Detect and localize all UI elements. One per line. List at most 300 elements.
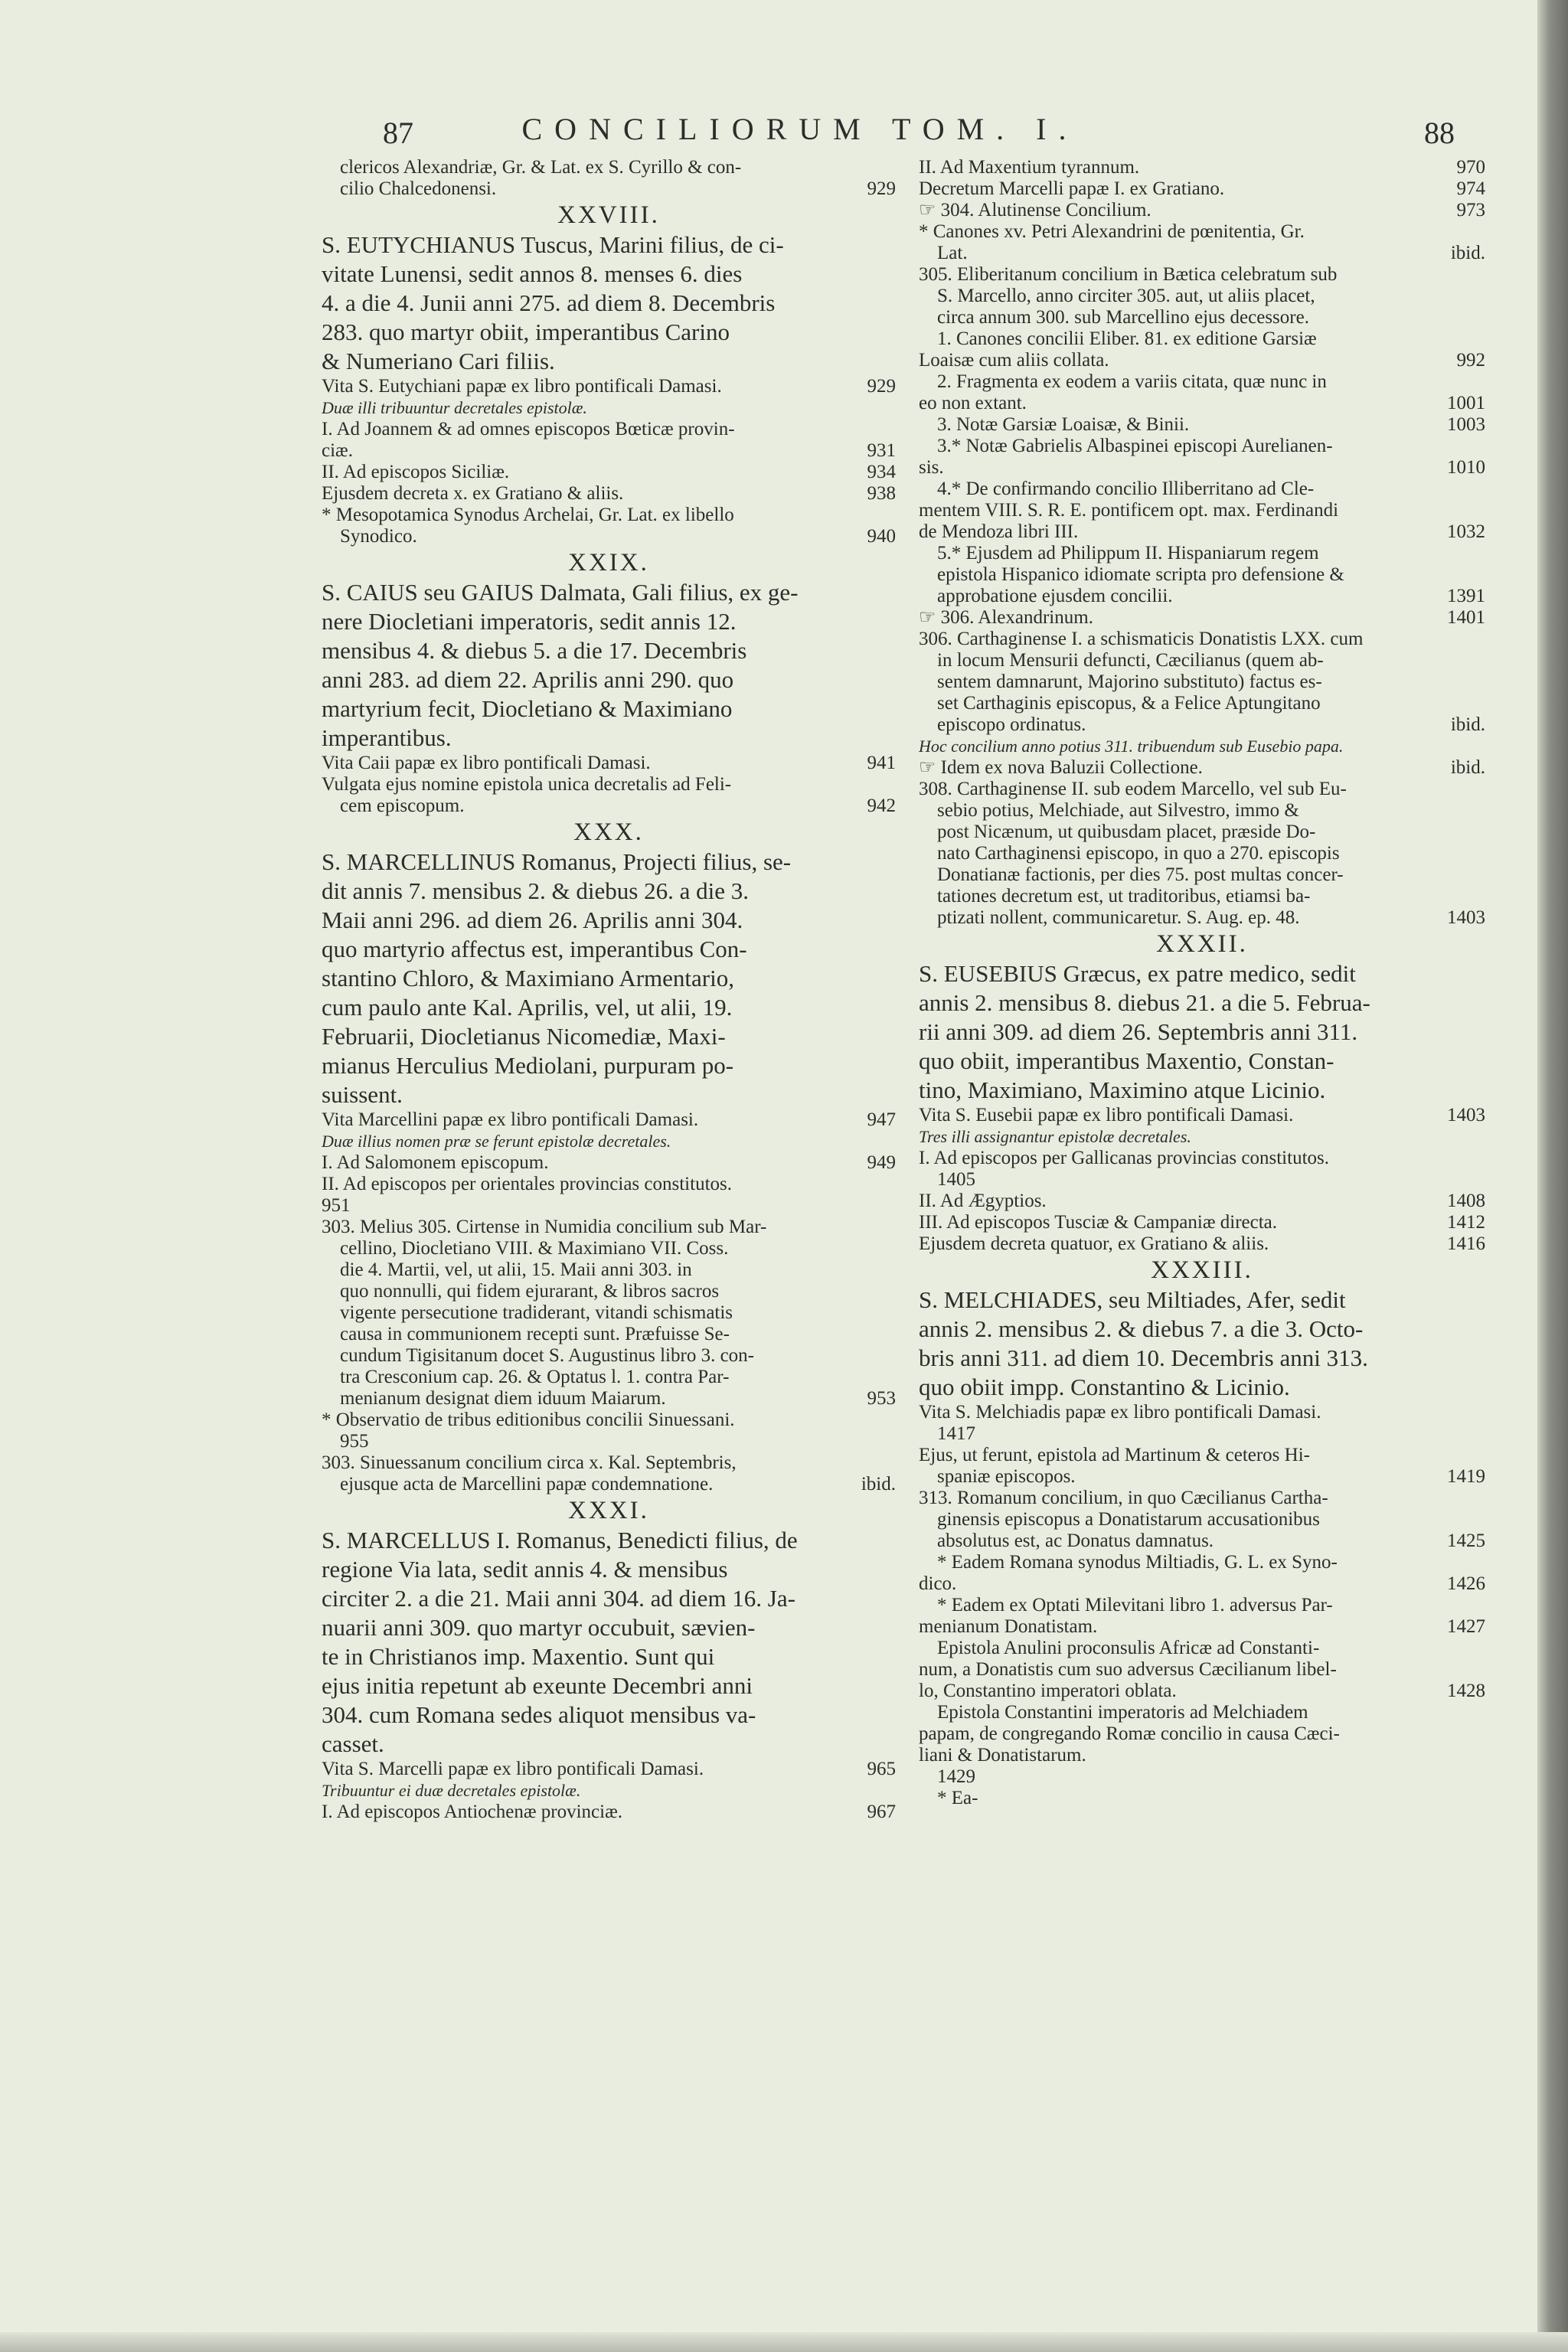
line-text: I. Ad Joannem & ad omnes episcopos Bœticæ provin- [322,419,735,439]
page-reference: ibid. [1450,714,1485,735]
line-text: 303. Melius 305. Cirtense in Numidia concilium sub Mar- [322,1217,767,1237]
section-heading [322,200,896,230]
line-text: circa annum 300. sub Marcellino ejus decessore. [937,307,1309,328]
line-text: 303. Sinuessanum concilium circa x. Kal. Septembris, [322,1452,737,1473]
text-line [322,1324,896,1345]
line-text: Loaisæ cum aliis collata. [919,350,1109,371]
line-text: quo martyrio affectus est, imperantibus Con- [322,936,747,962]
text-line [919,1659,1485,1681]
line-text: de Mendoza libri III. [919,521,1079,542]
page-reference: 973 [1456,200,1485,220]
line-text: XXXII. [1156,930,1248,958]
page-reference: 929 [867,376,896,397]
line-text: menianum designat diem iduum Maiarum. [340,1388,666,1409]
line-text: nato Carthaginensi episcopo, in quo a 270. episcopis [937,843,1340,864]
text-line [322,1388,896,1410]
line-text: in locum Mensurii defuncti, Cæcilianus (quem ab- [937,650,1324,671]
line-text: S. MARCELLUS I. Romanus, Benedicti filius, de [322,1527,798,1553]
line-text: Donatianæ factionis, per dies 75. post multas concer- [937,864,1344,885]
line-text: * Ea- [937,1788,978,1808]
page-reference: ibid. [1450,757,1485,778]
line-text: 1. Canones concilii Eliber. 81. ex editione Garsiæ [937,328,1317,349]
page-reference: 992 [1456,350,1485,371]
text-line [919,221,1485,243]
text-line [919,1723,1485,1745]
line-text: post Nicænum, ut quibusdam placet, præside Do- [937,822,1316,842]
page-reference: 974 [1456,178,1485,199]
text-line [322,1700,896,1730]
text-line [919,607,1485,629]
text-line [919,157,1485,178]
line-text: 1429 [937,1766,975,1787]
line-text: Decretum Marcelli papæ I. ex Gratiano. [919,178,1225,199]
text-line [322,1080,896,1109]
text-line [322,774,896,795]
line-text: Hoc concilium anno potius 311. tribuendum sub Eusebio papa. [919,737,1344,756]
page-reference: 970 [1456,157,1485,178]
text-line [322,1367,896,1388]
line-text: martyrium fecit, Diocletiano & Maximiano [322,695,733,722]
page-reference: 1010 [1447,457,1485,478]
line-text: Vita S. Melchiadis papæ ex libro pontificali Damasi. [919,1402,1321,1423]
line-text: ☞ 306. Alexandrinum. [919,607,1093,628]
line-text: Duæ illius nomen præ se ferunt epistolæ decretales. [322,1132,671,1151]
text-line [322,753,896,774]
text-line [919,521,1485,543]
line-text: Vita Marcellini papæ ex libro pontificali Damasi. [322,1109,699,1130]
page-reference: 1401 [1447,607,1485,628]
text-line [322,1780,896,1802]
text-line [919,1076,1485,1105]
line-text: casset. [322,1730,384,1757]
line-text: stantino Chloro, & Maximiano Armentario, [322,965,734,991]
text-line [919,414,1485,436]
line-text: 3.* Notæ Gabrielis Albaspinei episcopi Aurelianen- [937,436,1333,456]
line-text: II. Ad episcopos Siciliæ. [322,462,510,482]
page-reference: 1425 [1447,1530,1485,1551]
line-text: anni 283. ad diem 22. Aprilis anni 290. quo [322,666,734,693]
line-text: rii anni 309. ad diem 26. Septembris anni 311. [919,1018,1358,1045]
line-text: tationes decretum est, ut traditoribus, etiamsi ba- [937,886,1311,906]
text-line [322,1759,896,1780]
text-line [322,694,896,724]
line-text: Duæ illi tribuuntur decretales epistolæ. [322,398,587,417]
text-line [919,1488,1485,1509]
line-text: ejusque acta de Marcellini papæ condemnatione. [340,1474,714,1494]
line-text: 4. a die 4. Junii anni 275. ad diem 8. Decembris [322,289,776,316]
text-line [919,886,1485,907]
text-line [919,864,1485,886]
line-text: cem episcopum. [340,795,465,816]
text-line [919,393,1485,414]
text-line [322,1131,896,1152]
line-text: clericos Alexandriæ, Gr. & Lat. ex S. Cyrillo & con- [340,157,742,178]
line-text: I. Ad Salomonem episcopum. [322,1152,549,1173]
line-text: imperantibus. [322,724,452,751]
text-line [322,157,896,178]
line-text: 5.* Ejusdem ad Philippum II. Hispaniarum regem [937,543,1319,564]
text-line [322,1195,896,1217]
line-text: 2. Fragmenta ex eodem a variis citata, quæ nunc in [937,371,1327,392]
line-text: ejus initia repetunt ab exeunte Decembri anni [322,1672,753,1699]
text-line [919,1573,1485,1595]
line-text: annis 2. mensibus 2. & diebus 7. a die 3. Octo- [919,1315,1364,1342]
line-text: vigente persecutione tradiderant, vitandi schismatis [340,1302,733,1323]
text-line [919,1638,1485,1659]
text-line [919,1402,1485,1423]
page-title: CONCILIORUM TOM. I. [521,112,1079,146]
text-line [322,526,896,547]
line-text: Ejusdem decreta quatuor, ex Gratiano & aliis. [919,1233,1269,1254]
text-line [919,586,1485,607]
line-text: * Canones xv. Petri Alexandrini de pœnitentia, Gr. [919,221,1305,242]
line-text: Epistola Constantini imperatoris ad Melchiadem [937,1702,1308,1723]
text-line [919,1315,1485,1344]
text-line [322,1474,896,1495]
text-line [919,1233,1485,1255]
line-text: episcopo ordinatus. [937,714,1086,735]
line-text: spaniæ episcopos. [937,1466,1076,1487]
line-text: epistola Hispanico idiomate scripta pro defensione & [937,564,1344,585]
page-reference: 1001 [1447,393,1485,413]
right-column [919,157,1485,1809]
line-text: ginensis episcopus a Donatistarum accusationibus [937,1509,1320,1530]
line-text: Synodico. [340,526,417,547]
text-line [919,564,1485,586]
page-reference: 1412 [1447,1212,1485,1233]
page-reference: 1403 [1447,1105,1485,1125]
text-line [919,714,1485,736]
text-line [919,1445,1485,1466]
line-text: 951 [322,1195,351,1216]
page-reference: 953 [867,1388,896,1409]
line-text: mentem VIII. S. R. E. pontificem opt. max. Ferdinandi [919,500,1339,521]
text-line [919,1105,1485,1126]
text-line [919,1126,1485,1148]
text-line [322,1174,896,1195]
text-line [919,200,1485,221]
line-text: S. MELCHIADES, seu Miltiades, Afer, sedit [919,1286,1346,1313]
page-reference: 941 [867,753,896,773]
line-text: tino, Maximiano, Maximino atque Licinio. [919,1076,1326,1103]
line-text: S. CAIUS seu GAIUS Dalmata, Gali filius, ex ge- [322,579,799,606]
line-text: I. Ad episcopos Antiochenæ provinciæ. [322,1802,623,1822]
text-line [919,629,1485,650]
text-line [919,307,1485,328]
line-text: Lat. [937,243,968,263]
text-line [919,988,1485,1018]
line-text: S. EUTYCHIANUS Tuscus, Marini filius, de ci- [322,231,784,258]
line-text: lo, Constantino imperatori oblata. [919,1681,1177,1701]
text-line [322,993,896,1022]
text-line [919,1212,1485,1233]
text-line [322,483,896,505]
page-bottom-edge [0,2332,1568,2352]
text-line [322,935,896,964]
line-text: II. Ad episcopos per orientales provincias constitutos. [322,1174,732,1194]
line-text: Februarii, Diocletianus Nicomediæ, Maxi- [322,1023,726,1050]
line-text: 313. Romanum concilium, in quo Cæcilianus Cartha- [919,1488,1328,1508]
text-line [322,289,896,318]
text-line [322,1431,896,1452]
line-text: Tribuuntur ei duæ decretales epistolæ. [322,1781,581,1800]
text-line [322,1613,896,1642]
line-text: suissent. [322,1081,403,1108]
section-heading [919,1255,1485,1285]
text-line [919,1285,1485,1315]
line-text: quo nonnulli, qui fidem ejurarant, & libros sacros [340,1281,720,1302]
text-line [919,1466,1485,1488]
line-text: sentem damnarunt, Majorino substituto) factus es- [937,671,1322,692]
page-reference: 1391 [1447,586,1485,606]
line-text: Vulgata ejus nomine epistola unica decretalis ad Feli- [322,774,732,795]
section-heading [919,929,1485,959]
line-text: nuarii anni 309. quo martyr occubuit, sævien- [322,1614,756,1641]
text-line [322,1410,896,1431]
text-line [919,1702,1485,1723]
line-text: * Eadem ex Optati Milevitani libro 1. adversus Par- [937,1595,1333,1615]
text-line [322,848,896,877]
line-text: Tres illi assignantur epistolæ decretales. [919,1127,1191,1146]
line-text: 283. quo martyr obiit, imperantibus Carino [322,318,730,345]
text-line [322,1259,896,1281]
text-line [322,724,896,753]
text-line [322,877,896,906]
page-reference: ibid. [1450,243,1485,263]
line-text: vitate Lunensi, sedit annos 8. menses 6. dies [322,260,743,287]
left-column [322,157,896,1823]
line-text: annis 2. mensibus 8. diebus 21. a die 5. Februa- [919,989,1370,1016]
line-text: I. Ad episcopos per Gallicanas provincias constitutos. [919,1148,1329,1168]
text-line [919,693,1485,714]
line-text: mensibus 4. & diebus 5. a die 17. Decembris [322,637,747,664]
line-text: tra Cresconium cap. 26. & Optatus l. 1. contra Par- [340,1367,730,1387]
line-text: cundum Tigisitanum docet S. Augustinus libro 3. con- [340,1345,754,1366]
line-text: II. Ad Maxentium tyrannum. [919,157,1140,178]
line-text: 305. Eliberitanum concilium in Bætica celebratum sub [919,264,1338,285]
line-text: XXX. [573,818,644,846]
text-line [322,419,896,440]
section-heading [322,547,896,578]
line-text: regione Via lata, sedit annis 4. & mensibus [322,1556,728,1583]
text-line [322,1642,896,1671]
text-line [322,1109,896,1131]
line-text: Vita S. Marcelli papæ ex libro pontificali Damasi. [322,1759,704,1779]
text-line [919,1423,1485,1445]
text-line [919,1373,1485,1402]
text-line [919,800,1485,822]
page-reference: 942 [867,795,896,816]
text-line [919,1530,1485,1552]
text-line [322,462,896,483]
line-text: sebio potius, Melchiade, aut Silvestro, immo & [937,800,1299,821]
text-line [919,243,1485,264]
page-reference: 1426 [1447,1573,1485,1594]
line-text: circiter 2. a die 21. Maii anni 304. ad diem 16. Ja- [322,1585,795,1612]
line-text: nere Diocletiani imperatoris, sedit annis 12. [322,608,737,635]
page-reference: 938 [867,483,896,504]
line-text: 1405 [937,1169,975,1190]
text-line [919,1681,1485,1702]
text-line [322,178,896,200]
line-text: ☞ Idem ex nova Baluzii Collectione. [919,757,1203,778]
page-reference: 940 [867,526,896,547]
text-line [322,1217,896,1238]
line-text: causa in communionem recepti sunt. Præfuisse Se- [340,1324,730,1344]
text-line [322,318,896,347]
line-text: XXXIII. [1151,1256,1253,1284]
text-line [919,1766,1485,1788]
text-line [919,1191,1485,1212]
text-line [919,1552,1485,1573]
text-line [919,779,1485,800]
line-text: dit annis 7. mensibus 2. & diebus 26. a die 3. [322,877,749,904]
line-text: XXVIII. [557,201,660,229]
text-line [322,1281,896,1302]
page-reference: 1427 [1447,1616,1485,1637]
line-text: S. EUSEBIUS Græcus, ex patre medico, sedit [919,960,1356,987]
line-text: ptizati nollent, communicaretur. S. Aug. ep. 48. [937,907,1300,928]
text-line [919,1047,1485,1076]
text-line [919,1018,1485,1047]
line-text: * Mesopotamica Synodus Archelai, Gr. Lat. ex libello [322,505,734,525]
line-text: set Carthaginis episcopus, & a Felice Aptungitano [937,693,1321,714]
page-reference: 1003 [1447,414,1485,435]
line-text: 3. Notæ Garsiæ Loaisæ, & Binii. [937,414,1190,435]
text-line [919,959,1485,988]
text-line [322,376,896,397]
right-page-number: 88 [1424,116,1455,150]
line-text: 4.* De confirmando concilio Illiberritano ad Cle- [937,479,1315,499]
running-header [329,103,1271,149]
text-line [919,543,1485,564]
line-text: dico. [919,1573,957,1594]
text-line [919,822,1485,843]
line-text: Maii anni 296. ad diem 26. Aprilis anni 304. [322,906,743,933]
text-line [322,1345,896,1367]
text-line [919,1169,1485,1191]
line-text: & Numeriano Cari filiis. [322,348,555,374]
text-line [322,440,896,462]
line-text: Vita S. Eusebii papæ ex libro pontificali Damasi. [919,1105,1294,1125]
page-reference: 965 [867,1759,896,1779]
text-line [322,1671,896,1700]
page-reference: 1032 [1447,521,1485,542]
text-line [322,1022,896,1051]
line-text: ciæ. [322,440,353,461]
text-line [322,230,896,260]
page-reference: 1416 [1447,1233,1485,1254]
text-line [919,457,1485,479]
line-text: cum paulo ante Kal. Aprilis, vel, ut alii, 19. [322,994,733,1021]
text-line [322,1802,896,1823]
page-reference: 967 [867,1802,896,1822]
line-text: quo obiit, imperantibus Maxentio, Constan- [919,1047,1334,1074]
text-line [919,1595,1485,1616]
text-line [322,665,896,694]
text-line [919,479,1485,500]
line-text: die 4. Martii, vel, ut alii, 15. Maii anni 303. in [340,1259,692,1280]
text-line [919,757,1485,779]
text-line [919,1616,1485,1638]
line-text: S. MARCELLINUS Romanus, Projecti filius, se- [322,848,792,875]
text-line [322,1452,896,1474]
text-line [919,736,1485,757]
text-line [919,436,1485,457]
text-line [919,371,1485,393]
line-text: 306. Carthaginense I. a schismaticis Donatistis LXX. cum [919,629,1364,649]
text-line [322,505,896,526]
page-reference: 949 [867,1152,896,1173]
line-text: 308. Carthaginense II. sub eodem Marcello, vel sub Eu- [919,779,1347,799]
text-line [919,1745,1485,1766]
book-edge-shadow [1537,0,1568,2352]
line-text: liani & Donatistarum. [919,1745,1086,1766]
left-page-number: 87 [383,116,413,150]
line-text: * Observatio de tribus editionibus concilii Sinuessani. [322,1410,735,1430]
line-text: approbatione ejusdem concilii. [937,586,1173,606]
text-line [322,1584,896,1613]
line-text: menianum Donatistam. [919,1616,1098,1637]
page-reference: 1428 [1447,1681,1485,1701]
line-text: 955 [340,1431,369,1452]
line-text: 304. cum Romana sedes aliquot mensibus va- [322,1701,756,1728]
section-heading [322,817,896,848]
text-line [322,578,896,607]
line-text: cellino, Diocletiano VIII. & Maximiano VII. Coss. [340,1238,729,1259]
text-line [322,1555,896,1584]
text-line [322,607,896,636]
line-text: papam, de congregando Romæ concilio in causa Cæci- [919,1723,1340,1744]
section-heading [322,1495,896,1526]
page-reference: 929 [867,178,896,199]
line-text: 1417 [937,1423,975,1444]
text-line [919,286,1485,307]
text-line [919,1344,1485,1373]
line-text: * Eadem Romana synodus Miltiadis, G. L. ex Syno- [937,1552,1338,1573]
text-line [322,1302,896,1324]
line-text: III. Ad episcopos Tusciæ & Campaniæ directa. [919,1212,1278,1233]
line-text: absolutus est, ac Donatus damnatus. [937,1530,1214,1551]
line-text: eo non extant. [919,393,1027,413]
line-text: II. Ad Ægyptios. [919,1191,1047,1211]
text-line [322,1526,896,1555]
line-text: Vita Caii papæ ex libro pontificali Damasi. [322,753,651,773]
text-line [919,328,1485,350]
text-line [322,260,896,289]
text-line [919,178,1485,200]
text-line [919,264,1485,286]
page-reference: 947 [867,1109,896,1130]
line-text: ☞ 304. Alutinense Concilium. [919,200,1152,220]
line-text: XXIX. [568,549,649,577]
text-line [322,1730,896,1759]
text-line [322,636,896,665]
line-text: Ejus, ut ferunt, epistola ad Martinum & ceteros Hi- [919,1445,1310,1465]
text-line [322,906,896,935]
line-text: S. Marcello, anno circiter 305. aut, ut aliis placet, [937,286,1315,306]
page-reference: 1419 [1447,1466,1485,1487]
page-reference: 934 [867,462,896,482]
line-text: Vita S. Eutychiani papæ ex libro pontificali Damasi. [322,376,722,397]
text-line [919,350,1485,371]
text-line [919,500,1485,521]
text-line [919,1788,1485,1809]
line-text: cilio Chalcedonensi. [340,178,497,199]
page-reference: ibid. [861,1474,896,1494]
text-line [919,671,1485,693]
line-text: te in Christianos imp. Maxentio. Sunt qui [322,1643,715,1670]
